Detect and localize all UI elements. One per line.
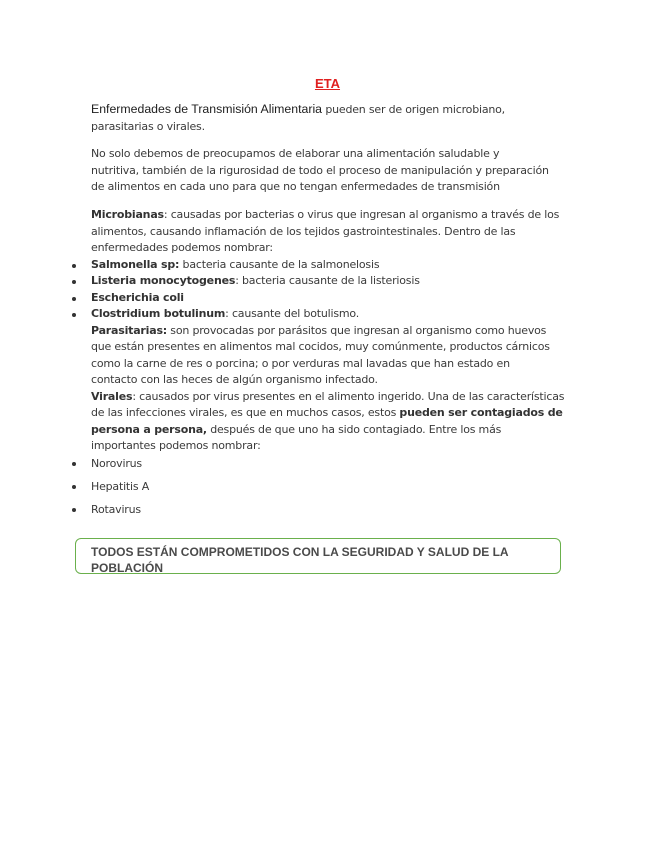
list-item: Clostridium botulinum: causante del botulismo. <box>91 306 571 323</box>
virus-list <box>91 452 571 521</box>
list-item: Norovirus <box>91 452 571 475</box>
concern-line1: No solo debemos de preocupamos de elaborar una alimentación saludable y <box>91 147 500 160</box>
bullet-icon <box>72 297 76 301</box>
callout-box <box>75 538 561 574</box>
virales-label: Virales <box>91 389 133 403</box>
microbianas-line1: : causadas por bacterias o virus que ingresan al organismo a través de los <box>163 208 560 221</box>
concern-line3: de alimentos en cada uno para que no tengan enfermedades de transmisión <box>91 180 500 193</box>
document-title: ETA <box>314 76 341 91</box>
bullet-icon <box>72 264 76 268</box>
microbianas-label: Microbianas <box>91 208 164 221</box>
list-item: Listeria monocytogenes: bacteria causante de la listeriosis <box>91 273 571 290</box>
bullet-icon <box>72 313 76 317</box>
bullet-icon <box>72 508 76 512</box>
list-item: Rotavirus <box>91 498 571 521</box>
intro-line2: parasitarias o virales. <box>91 119 205 133</box>
callout-text: TODOS ESTÁN COMPROMETIDOS CON LA SEGURIDAD Y SALUD DE LA POBLACIÓN <box>91 545 509 575</box>
list-item: Salmonella sp: bacteria causante de la salmonelosis <box>91 257 571 274</box>
bullet-icon <box>72 462 76 466</box>
microbianas-line3: enfermedades podemos nombrar: <box>91 241 273 254</box>
bullet-icon <box>72 485 76 489</box>
bacteria-list <box>91 257 571 323</box>
bullet-icon <box>72 280 76 284</box>
intro-rest: pueden ser de origen microbiano, <box>322 103 505 116</box>
microbianas-section: Microbianas: causadas por bacterias o virus que ingresan al organismo a través de los alimentos, causando inflamación de los tejidos gastrointestinales. Dentro de las enfermedades podemos nombrar: Salmonella sp: bacteria causante de la salmonelosis Listeria monocytogenes: bacteria causante de la listeriosis Escherichia coli Clostridium botulinum: causante del botulismo. Parasitarias: son provocadas por parásitos que ingresan al organismo como huevos que están presentes en alimentos mal cocidos, muy comúnmente, productos cárnicos como la carne de res o porcina; o por verduras mal lavadas que han estado en contacto con las heces de algún organismo infectado. Virales: causados por virus presentes en el alimento ingerido. Una de las características de las infecciones virales, es que en muchos casos, estos pueden ser contagiados de persona a persona, después de que uno ha sido contagiado. Entre los más importantes podemos nombrar: <box>91 207 571 455</box>
intro-paragraph <box>91 101 571 135</box>
concern-paragraph <box>91 146 571 196</box>
parasitarias-label: Parasitarias: <box>91 323 168 337</box>
microbianas-line2: alimentos, causando inflamación de los tejidos gastrointestinales. Dentro de las <box>91 224 516 238</box>
concern-line2: nutritiva, también de la rigurosidad de todo el proceso de manipulación y preparación <box>91 163 549 177</box>
list-item: Hepatitis A <box>91 475 571 498</box>
list-item: Escherichia coli <box>91 290 571 307</box>
intro-term: Enfermedades de Transmisión Alimentaria <box>91 102 323 116</box>
